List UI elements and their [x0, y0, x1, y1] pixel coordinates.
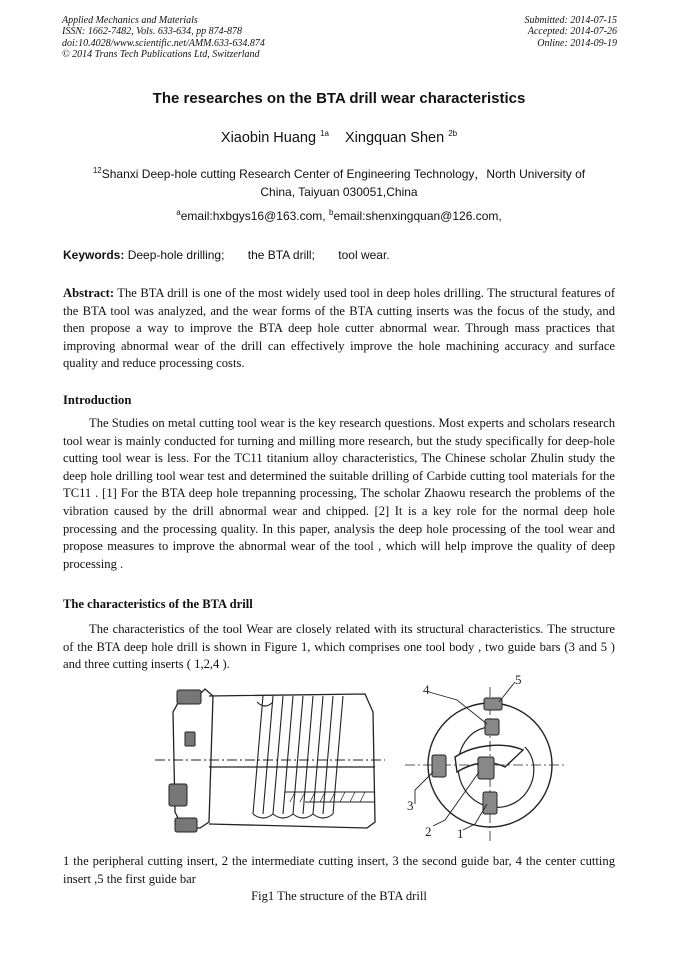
keywords-label: Keywords:	[63, 248, 125, 262]
journal-copyright: © 2014 Trans Tech Publications Ltd, Switzerland	[62, 49, 260, 61]
keyword: tool wear.	[338, 248, 390, 262]
characteristics-paragraph: The characteristics of the tool Wear are closely related with its structural characteristics. The structure of the BTA deep hole drill is shown in Figure 1, which comprises one tool body , two guide bars (3 and 5 ) and three cutting inserts ( 1,2,4 ).	[63, 622, 615, 672]
introduction-paragraph: The Studies on metal cutting tool wear is the key research questions. Most experts and scholars research tool wear is mainly conducted for turning and milling more research, but the study specifically for deep-hole cutting tool wear is less. For the TC11 titanium alloy characteristics, The Chinese scholar Zhulin study the deep hole drilling tool wear test and determined the suitable drilling of Carbide cutting tool materials for the TC11 . [1] For the BTA deep hole trepanning processing, The scholar Zhaowu research the problems of the vibration caused by the drill abnormal wear and chipped. [2] It is a key role for the normal deep hole processing and the processing quality. In this paper, analysis the deep hole processing of the tool wear and propose measures to improve the abnormal wear of the tool , which will help improve the quality of deep processing .	[63, 416, 615, 571]
abstract	[63, 285, 615, 373]
leader-5	[499, 682, 515, 702]
leader-4	[429, 692, 487, 724]
submitted-date: Submitted: 2014-07-15	[524, 15, 617, 26]
figure-label: 3	[407, 798, 414, 813]
figure-label: 1	[457, 826, 464, 841]
keyword: Deep-hole drilling;	[127, 248, 225, 262]
insert-1	[483, 792, 497, 814]
figure-drawing	[145, 672, 565, 847]
affiliation-text: Shanxi Deep-hole cutting Research Center of Engineering Technology，North University of China, Taiyuan 030051,China	[101, 167, 586, 199]
submission-dates	[525, 15, 618, 49]
online-date: Online: 2014-09-19	[537, 37, 617, 49]
side-view-drill	[155, 689, 385, 828]
keyword: the BTA drill;	[247, 248, 315, 262]
accepted-date: Accepted: 2014-07-26	[527, 26, 617, 38]
figure-bta-drill	[145, 672, 565, 847]
email-superscript: b	[328, 208, 334, 217]
journal-issn: ISSN: 1662-7482, Vols. 633-634, pp 874-878	[62, 26, 242, 38]
keywords	[63, 248, 390, 262]
email-line	[0, 209, 678, 223]
insert-2	[478, 757, 494, 779]
drill-head-outline	[173, 689, 213, 828]
figure-label: 4	[423, 682, 430, 697]
leader-3	[415, 772, 433, 804]
journal-doi: doi:10.4028/www.scientific.net/AMM.633-634.874	[62, 37, 265, 49]
affiliation-superscript: 12	[92, 166, 102, 175]
hatching	[290, 792, 365, 802]
author-name: Xiaobin Huang	[220, 130, 317, 146]
author-superscript: 1a	[320, 129, 329, 139]
guide-bar-5	[484, 698, 502, 710]
shank-step	[285, 792, 375, 802]
insert-4	[485, 719, 499, 735]
journal-header	[62, 15, 265, 61]
figure-title: Fig1 The structure of the BTA drill	[251, 889, 427, 903]
insert-top	[177, 690, 201, 704]
abstract-text: The BTA drill is one of the most widely used tool in deep holes drilling. The structural features of the BTA tool was analyzed, and the wear forms of the BTA cutting inserts was the focus of the study, and then propose a way to improve the BTA deep hole cutter abnormal wear. Through mass practices that improving abnormal wear of the drill can effectively improve the hole machining accuracy and surface quality and reduce processing costs.	[63, 286, 616, 371]
author-superscript: 2b	[448, 129, 458, 139]
section-heading-characteristics: The characteristics of the BTA drill	[63, 597, 253, 611]
insert-bottom	[175, 818, 197, 832]
paper-title: The researches on the BTA drill wear characteristics	[152, 90, 526, 107]
figure-caption: 1 the peripheral cutting insert, 2 the intermediate cutting insert, 3 the second guide bar, 4 the center cutting insert ,5 the first guide bar	[63, 854, 615, 886]
email-address: email:shenxingquan@126.com,	[333, 209, 502, 223]
figure-label: 2	[425, 824, 432, 839]
insert-mid	[169, 784, 187, 806]
guide-bar-3	[432, 755, 446, 777]
thread-lines	[253, 696, 343, 818]
journal-name: Applied Mechanics and Materials	[62, 15, 198, 26]
email-superscript: a	[176, 208, 181, 217]
affiliation	[80, 166, 598, 201]
email-address: email:hxbgys16@163.com,	[180, 209, 329, 223]
insert-small	[185, 732, 195, 746]
author-name: Xingquan Shen	[344, 130, 445, 146]
section-heading-introduction: Introduction	[63, 393, 132, 407]
figure-label: 5	[515, 672, 522, 687]
abstract-label: Abstract:	[63, 286, 115, 300]
author-list	[0, 130, 678, 146]
